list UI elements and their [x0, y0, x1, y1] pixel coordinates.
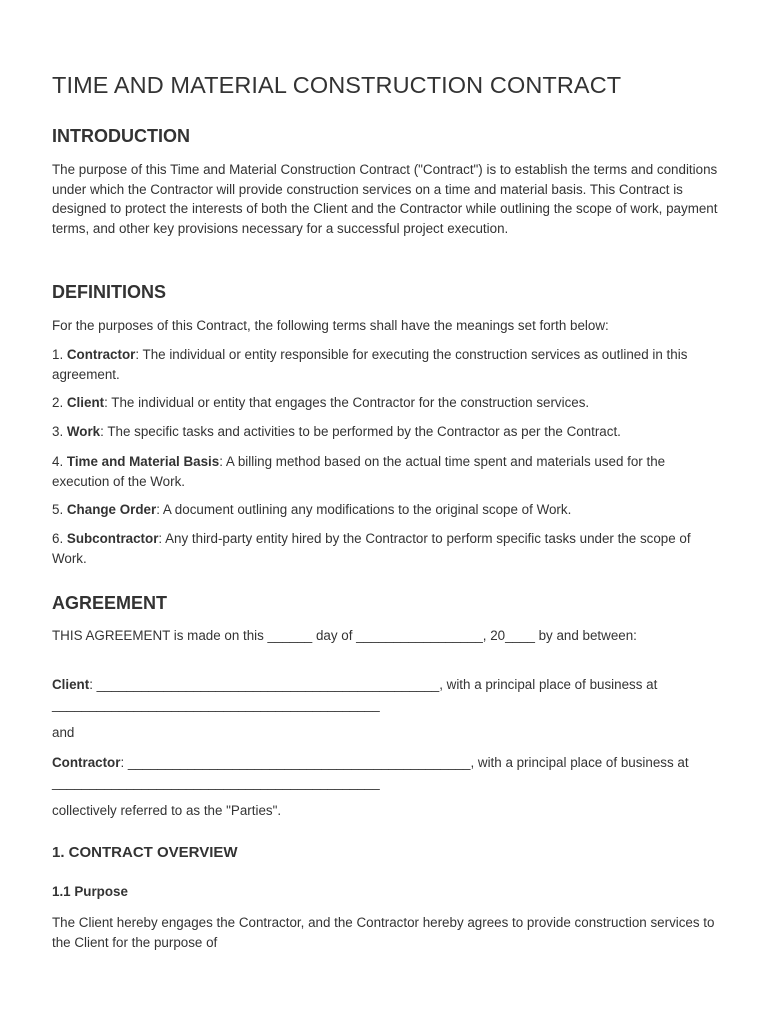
purpose-paragraph: The Client hereby engages the Contractor, and the Contractor hereby agrees to provide construction services to the Client for the purpose of	[52, 915, 715, 950]
definition-text: : A billing method based on the actual time spent and materials used for the execution of the Work.	[52, 454, 666, 489]
client-label: Client	[52, 677, 90, 692]
definition-term: Subcontractor	[66, 531, 159, 546]
contractor-blank: : ______________________________________________, with a principal place of business at ____________________________________________	[52, 755, 689, 790]
definition-number: 1.	[52, 347, 67, 362]
definition-item	[52, 452, 720, 491]
definition-item	[52, 529, 720, 568]
definitions-intro: For the purposes of this Contract, the following terms shall have the meanings set forth below:	[52, 318, 609, 333]
definition-item	[52, 500, 720, 520]
definition-number: 3.	[52, 424, 67, 439]
client-line	[52, 675, 720, 714]
contractor-line	[52, 753, 720, 792]
introduction-heading: INTRODUCTION	[52, 126, 190, 146]
definitions-heading: DEFINITIONS	[52, 282, 167, 302]
definition-text: : The specific tasks and activities to be performed by the Contractor as per the Contract.	[100, 424, 621, 439]
definition-number: 5.	[52, 502, 67, 517]
introduction-paragraph: The purpose of this Time and Material Construction Contract ("Contract") is to establish the terms and conditions under which the Contractor will provide construction services on a time and material basis. This Contract is designed to protect the interests of both the Client and the Contractor while outlining the scope of work, payment terms, and other key provisions necessary for a successful project execution.	[52, 162, 718, 236]
document-title: TIME AND MATERIAL CONSTRUCTION CONTRACT	[52, 72, 622, 98]
definition-term: Work	[66, 424, 101, 439]
agreement-date-line: THIS AGREEMENT is made on this ______ day of _________________, 20____ by and between:	[52, 628, 637, 643]
definition-number: 2.	[52, 395, 67, 410]
definition-item	[52, 422, 720, 442]
purpose-subheading: 1.1 Purpose	[52, 884, 128, 899]
agreement-heading: AGREEMENT	[52, 593, 168, 613]
contract-overview-heading: 1. CONTRACT OVERVIEW	[52, 844, 238, 861]
client-blank: : ______________________________________________, with a principal place of business at ____________________________________________	[52, 677, 658, 712]
definition-number: 4.	[52, 454, 67, 469]
definition-text: : The individual or entity that engages the Contractor for the construction services.	[104, 395, 590, 410]
definition-text: : The individual or entity responsible for executing the construction services as outlined in this agreement.	[52, 347, 688, 382]
definition-term: Change Order	[66, 502, 157, 517]
definition-term: Time and Material Basis	[66, 454, 220, 469]
definition-term: Contractor	[66, 347, 136, 362]
definition-item	[52, 393, 720, 413]
definition-text: : Any third-party entity hired by the Contractor to perform specific tasks under the scope of Work.	[52, 531, 691, 566]
definition-item	[52, 345, 720, 384]
definition-text: : A document outlining any modifications to the original scope of Work.	[156, 502, 572, 517]
contractor-label: Contractor	[52, 755, 121, 770]
and-text: and	[52, 725, 75, 740]
definition-number: 6.	[52, 531, 67, 546]
definition-term: Client	[66, 395, 105, 410]
parties-text: collectively referred to as the "Parties".	[52, 803, 282, 818]
